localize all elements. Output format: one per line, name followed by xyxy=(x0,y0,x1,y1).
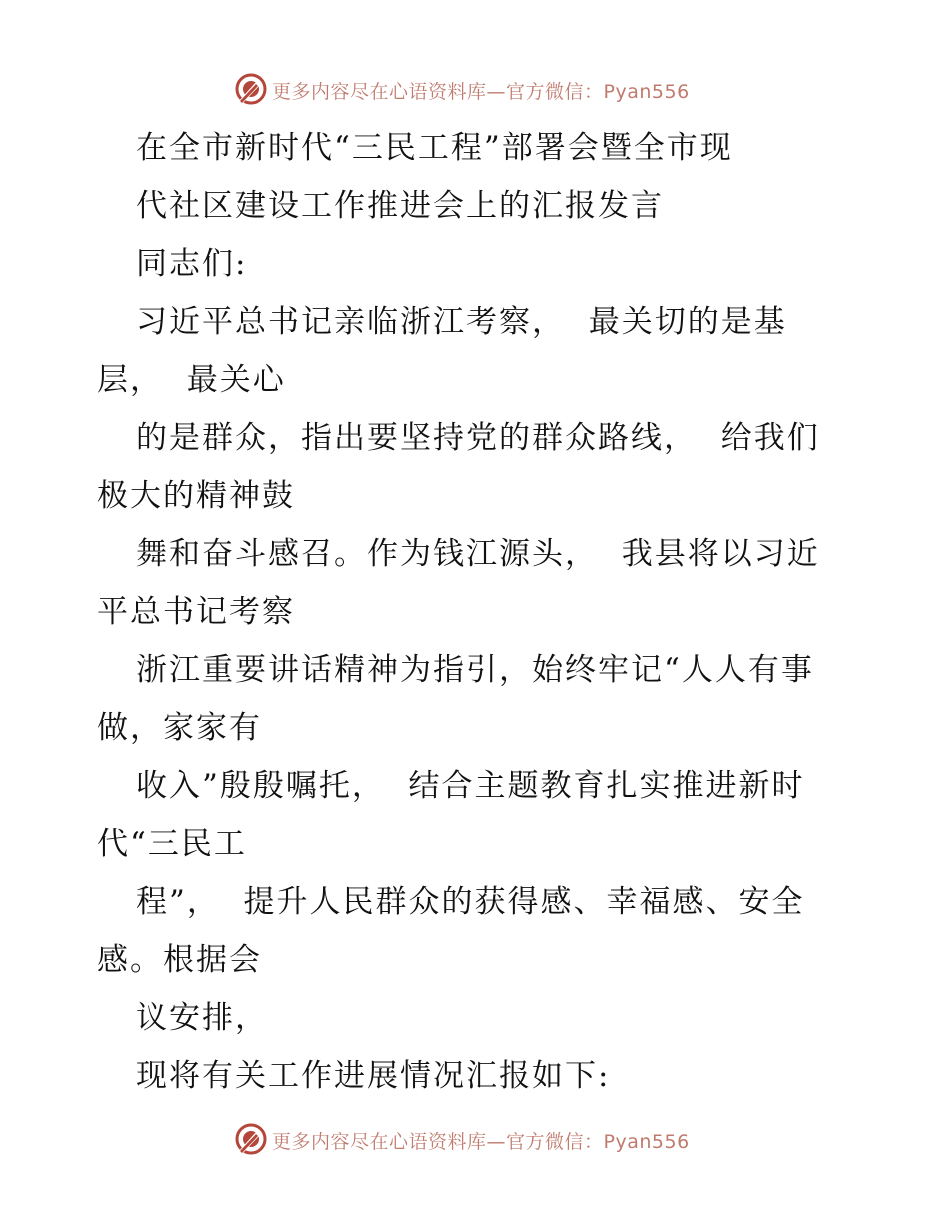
body-line: 程”， 提升人民群众的获得感、幸福感、安全 xyxy=(136,884,805,920)
body-line: 舞和奋斗感召。作为钱江源头， 我县将以习近 xyxy=(136,536,820,572)
body-line: 现将有关工作进展情况汇报如下: xyxy=(136,1058,611,1094)
salutation: 同志们: xyxy=(136,246,248,282)
body-line: 感。根据会 xyxy=(97,942,262,978)
body-line: 浙江重要讲话精神为指引，始终牢记“人人有事 xyxy=(136,652,814,688)
body-line: 收入”殷殷嘱托， 结合主题教育扎实推进新时 xyxy=(136,768,805,804)
header-watermark-text: 更多内容尽在心语资料库—官方微信：Pyan556 xyxy=(272,81,690,103)
body-line: 习近平总书记亲临浙江考察， 最关切的是基 xyxy=(136,304,787,340)
footer-watermark xyxy=(0,1120,950,1160)
footer-watermark-text: 更多内容尽在心语资料库—官方微信：Pyan556 xyxy=(272,1131,690,1153)
body-line: 做，家家有 xyxy=(97,710,262,746)
document-title-line-2: 代社区建设工作推进会上的汇报发言 xyxy=(136,188,664,224)
body-line: 议安排， xyxy=(136,1000,268,1036)
body-line: 极大的精神鼓 xyxy=(97,478,295,514)
header-watermark xyxy=(0,70,950,110)
pen-logo-icon xyxy=(234,1122,268,1156)
body-line: 层， 最关心 xyxy=(97,362,286,398)
pen-logo-icon xyxy=(234,72,268,106)
document-title-line-1: 在全市新时代“三民工程”部署会暨全市现 xyxy=(136,130,733,166)
body-line: 代“三民工 xyxy=(97,826,247,862)
body-line: 的是群众，指出要坚持党的群众路线， 给我们 xyxy=(136,420,820,456)
body-line: 平总书记考察 xyxy=(97,594,295,630)
